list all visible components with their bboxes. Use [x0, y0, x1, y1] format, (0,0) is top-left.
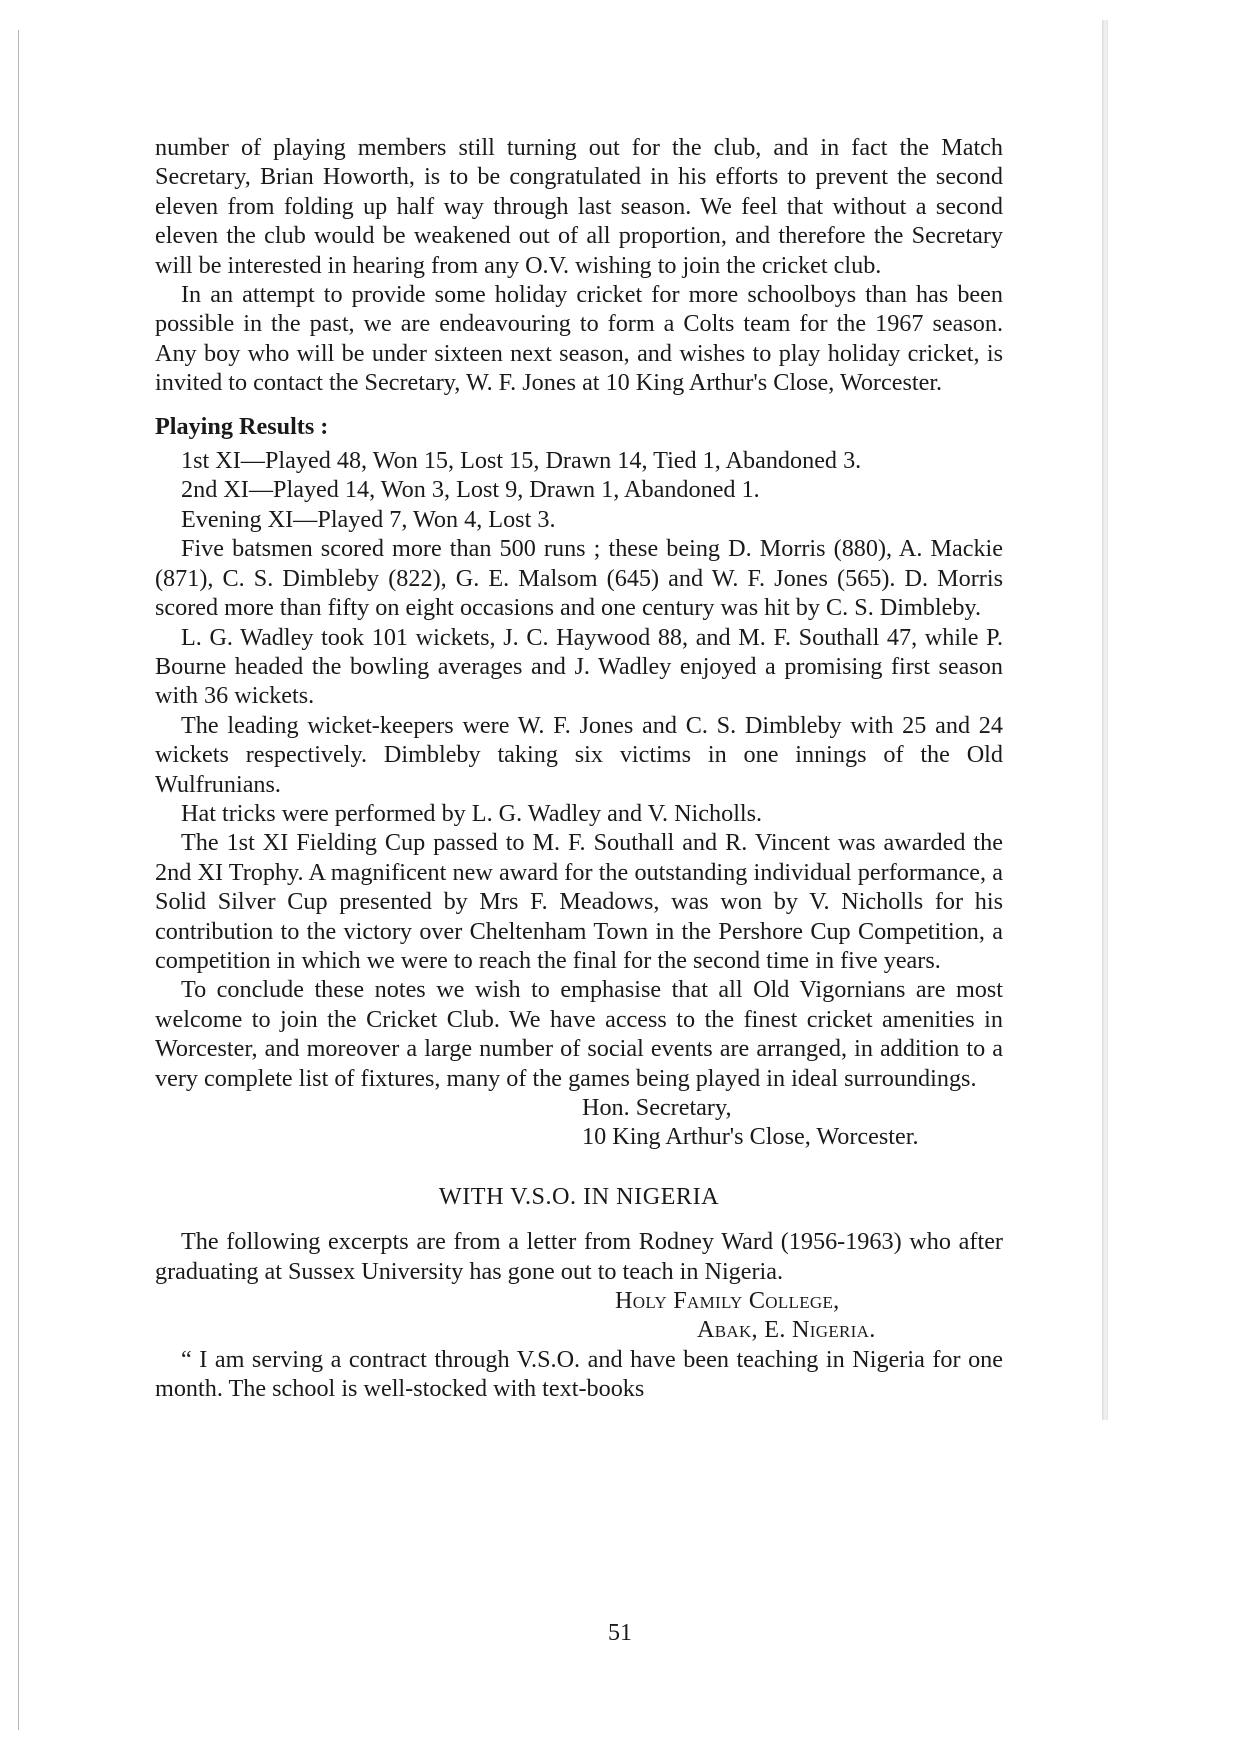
paragraph-awards: The 1st XI Fielding Cup passed to M. F. Southall and R. Vincent was awarded the 2nd XI Trophy. A magnificent new award for the outstanding individual performance, a Solid Silver Cup presented by Mrs F. Meadows, was won by V. Nicholls for his contribution to the victory over Cheltenham Town in the Pershore Cup Competition, a competition in which we were to reach the final for the second time in five years.: [155, 829, 1003, 974]
results-line-evening-xi: Evening XI—Played 7, Won 4, Lost 3.: [181, 505, 556, 533]
letter-address-line2: Abak, E. Nigeria.: [697, 1316, 876, 1344]
page-edge-left: [18, 30, 19, 1730]
text-column: [155, 133, 1003, 1404]
paragraph-colts-team: In an attempt to provide some holiday cricket for more schoolboys than has been possible in the past, we are endeavouring to form a Colts team for the 1967 season. Any boy who will be under sixteen next season, and wishes to play holiday cricket, is invited to contact the Secretary, W. F. Jones at 10 King Arthur's Close, Worcester.: [155, 281, 1003, 397]
results-line-second-xi: 2nd XI—Played 14, Won 3, Lost 9, Drawn 1, Abandoned 1.: [181, 476, 760, 504]
paragraph-bowling: L. G. Wadley took 101 wickets, J. C. Haywood 88, and M. F. Southall 47, while P. Bourne headed the bowling averages and J. Wadley enjoyed a promising first season with 36 wickets.: [155, 623, 1003, 710]
section-title: WITH V.S.O. IN NIGERIA: [438, 1182, 720, 1210]
page-number: 51: [608, 1620, 632, 1646]
letter-text: “ I am serving a contract through V.S.O. and have been teaching in Nigeria for one month. The school is well-stocked with text-books: [155, 1345, 1003, 1403]
paragraph-batsmen: Five batsmen scored more than 500 runs ; these being D. Morris (880), A. Mackie (871), C. S. Dimbleby (822), G. E. Malsom (645) and W. F. Jones (565). D. Morris scored more than fifty on eight occasions and one century was hit by C. S. Dimbleby.: [155, 535, 1003, 622]
paragraph-hat-tricks: Hat tricks were performed by L. G. Wadley and V. Nicholls.: [181, 799, 763, 827]
signature-address: 10 King Arthur's Close, Worcester.: [582, 1123, 919, 1151]
signature-title: Hon. Secretary,: [582, 1094, 732, 1121]
paragraph-intro-continuation: number of playing members still turning out for the club, and in fact the Match Secretary, Brian Howorth, is to be congratulated in his efforts to prevent the second eleven from folding up half way through last season. We feel that without a second eleven the club would be weakened out of all proportion, and therefore the Secretary will be interested in hearing from any O.V. wishing to join the cricket club.: [155, 134, 1003, 279]
section-intro: The following excerpts are from a letter from Rodney Ward (1956-1963) who after graduating at Sussex University has gone out to teach in Nigeria.: [155, 1228, 1003, 1285]
page-edge-right: [1102, 20, 1108, 1420]
paragraph-conclusion: To conclude these notes we wish to emphasise that all Old Vigornians are most welcome to join the Cricket Club. We have access to the finest cricket amenities in Worcester, and moreover a large number of social events are arranged, in addition to a very complete list of fixtures, many of the games being played in ideal surroundings.: [155, 976, 1003, 1092]
paragraph-wicket-keepers: The leading wicket-keepers were W. F. Jones and C. S. Dimbleby with 25 and 24 wickets respectively. Dimbleby taking six victims in one innings of the Old Wulfrunians.: [155, 711, 1003, 798]
results-line-first-xi: 1st XI—Played 48, Won 15, Lost 15, Drawn 14, Tied 1, Abandoned 3.: [181, 447, 862, 475]
playing-results-heading: Playing Results :: [155, 412, 329, 440]
letter-address-line1: Holy Family College,: [615, 1287, 840, 1315]
